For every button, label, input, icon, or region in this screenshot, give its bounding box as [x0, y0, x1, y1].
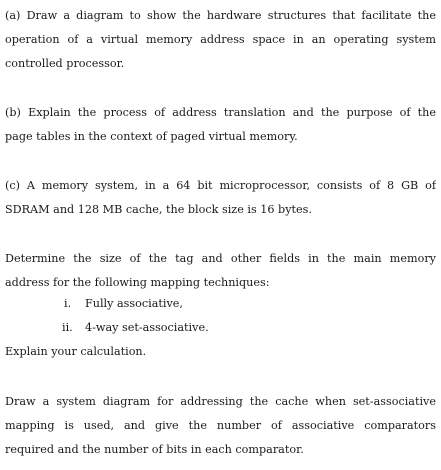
determine-line-1: Determine the size of the tag and other fields in the main memory: [5, 252, 436, 265]
determine-line-2: address for the following mapping techniques:: [5, 276, 270, 289]
list-item-marker-i: i.: [64, 297, 72, 310]
part-a-line-2: operation of a virtual memory address space in an operating system: [5, 33, 436, 46]
part-c-line-2: SDRAM and 128 MB cache, the block size is 16 bytes.: [5, 203, 312, 216]
system-diagram-line-3: required and the number of bits in each comparator.: [5, 443, 304, 456]
explain-calculation: Explain your calculation.: [5, 345, 147, 358]
list-item-text-4-way-set-associative: 4-way set-associative.: [85, 321, 209, 334]
part-a-line-3: controlled processor.: [5, 57, 125, 70]
system-diagram-line-2: mapping is used, and give the number of associative comparators: [5, 419, 436, 432]
part-c-line-1: (c) A memory system, in a 64 bit microprocessor, consists of 8 GB of: [5, 179, 436, 192]
part-a-line-1: (a) Draw a diagram to show the hardware structures that facilitate the: [5, 9, 436, 22]
list-item-marker-ii: ii.: [62, 321, 73, 334]
part-b-line-1: (b) Explain the process of address translation and the purpose of the: [5, 106, 436, 119]
list-item-text-fully-associative: Fully associative,: [85, 297, 183, 310]
system-diagram-line-1: Draw a system diagram for addressing the cache when set-associative: [5, 395, 436, 408]
part-b-line-2: page tables in the context of paged virtual memory.: [5, 130, 298, 143]
